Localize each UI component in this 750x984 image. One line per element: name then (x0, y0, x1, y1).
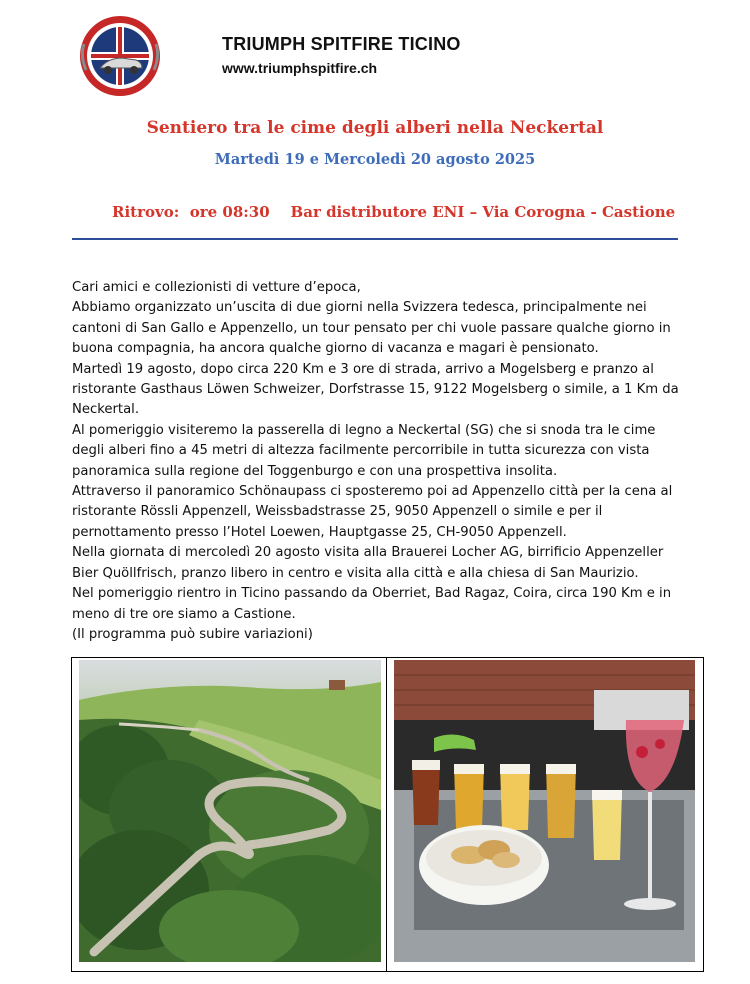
program-description (72, 278, 692, 645)
meeting-point: Ritrovo: ore 08:30 Bar distributore ENI – Via Corogna - Castione (112, 203, 676, 221)
treetop-walkway-image-icon (79, 660, 381, 962)
body-line: ristorante Gasthaus Löwen Schweizer, Dorfstrasse 15, 9122 Mogelsberg o simile, a 1 Km da (72, 382, 679, 398)
body-line: Cari amici e collezionisti di vetture d’epoca, (72, 280, 361, 295)
body-line: Martedì 19 agosto, dopo circa 220 Km e 3 ore di strada, arrivo a Mogelsberg e pranzo al (72, 361, 654, 377)
club-website-link[interactable]: www.triumphspitfire.ch (222, 60, 378, 76)
body-line: panoramica sulla regione del Toggenburgo e con una prospettiva insolita. (72, 463, 558, 479)
event-dates: Martedì 19 e Mercoledì 20 agosto 2025 (214, 151, 536, 168)
body-line: (Il programma può subire variazioni) (72, 626, 313, 642)
body-line: Al pomeriggio visiteremo la passerella di legno a Neckertal (SG) che si snoda tra le cime (72, 422, 656, 438)
title-divider (72, 238, 678, 240)
body-line: ristorante Rössli Appenzell, Weissbadstrasse 25, 9050 Appenzell o simile e per il (72, 504, 603, 520)
club-logo (78, 14, 162, 98)
body-line: Neckertal. (72, 402, 140, 418)
beer-tasting-image-icon (394, 660, 695, 962)
body-line: Bier Quöllfrisch, pranzo libero in centro e visita alla città e alla chiesa di San Maurizio. (72, 565, 639, 581)
club-name: TRIUMPH SPITFIRE TICINO (222, 34, 461, 54)
body-line: degli alberi fino a 45 metri di altezza facilmente percorribile in tutta sicurezza con vista (72, 443, 650, 459)
event-title: Sentiero tra le cime degli alberi nella Neckertal (146, 118, 604, 138)
body-line: Attraverso il panoramico Schönaupass ci sposteremo poi ad Appenzello città per la cena al (72, 484, 673, 500)
body-line: Nella giornata di mercoledì 20 agosto visita alla Brauerei Locher AG, birrificio Appenzeller (72, 545, 664, 561)
beer-tasting-photo (394, 660, 695, 962)
body-line: Nel pomeriggio rientro in Ticino passando da Oberriet, Bad Ragaz, Coira, circa 190 Km e in (72, 586, 672, 602)
triumph-badge-icon (78, 14, 162, 98)
treetop-walkway-photo (79, 660, 381, 962)
body-line: cantoni di San Gallo e Appenzello, un tour pensato per chi vuole passare qualche giorno in (72, 320, 671, 336)
body-line: meno di tre ore siamo a Castione. (72, 606, 296, 622)
body-line: buona compagnia, ha ancora qualche giorno di vacanza e magari è pensionato. (72, 341, 599, 357)
body-line: Abbiamo organizzato un’uscita di due giorni nella Svizzera tedesca, principalmente nei (72, 300, 647, 316)
body-line: pernottamento presso l’Hotel Loewen, Hauptgasse 25, CH-9050 Appenzell. (72, 524, 567, 540)
photo-table-divider (386, 657, 387, 972)
